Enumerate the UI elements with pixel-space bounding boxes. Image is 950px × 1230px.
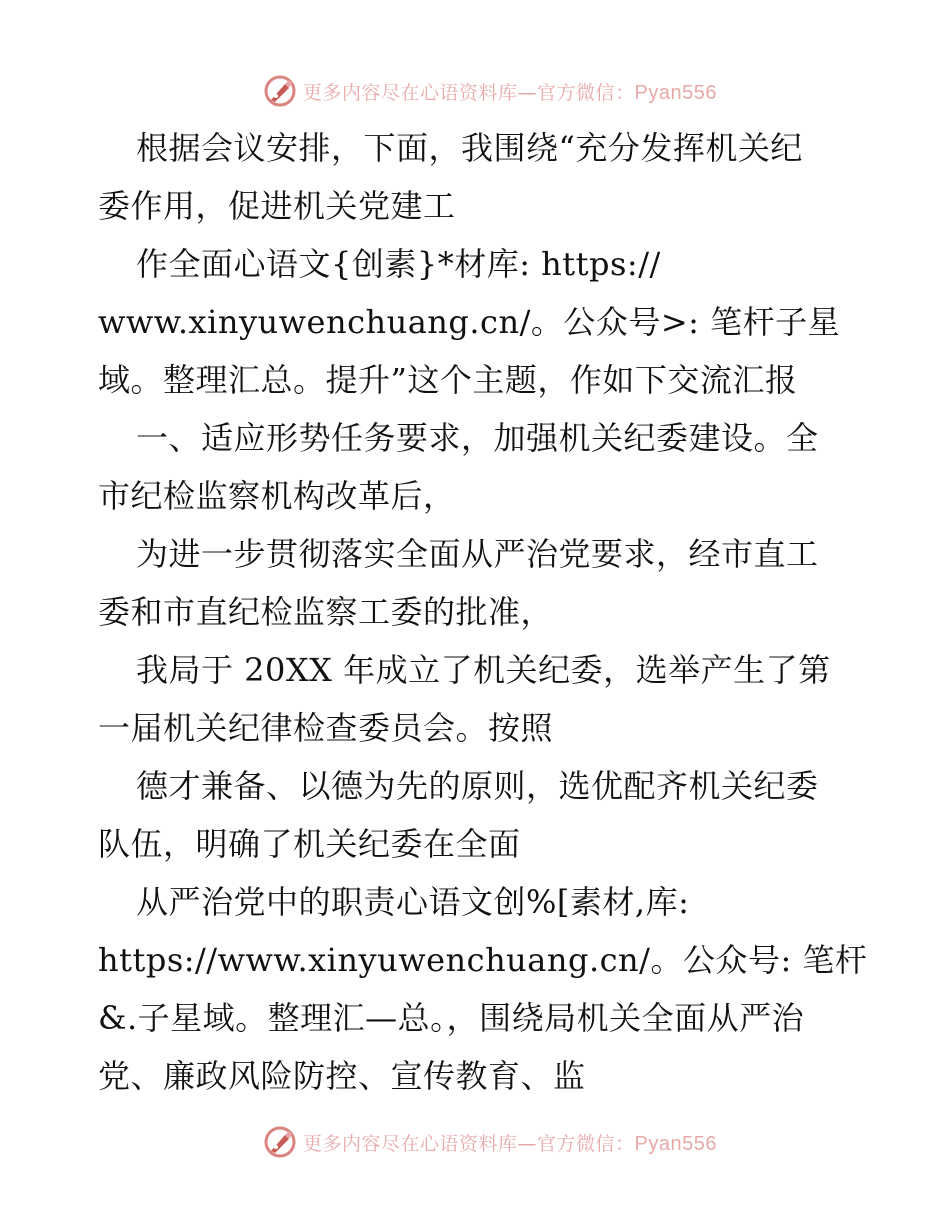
body-line: 队伍，明确了机关纪委在全面 [98,825,521,863]
banner-separator: — [517,1132,538,1155]
banner-wechat-id: Pyan556 [634,1132,717,1155]
banner-official-text: 官方微信： [537,1132,635,1155]
body-line: 委作用，促进机关党建工 [98,187,456,225]
body-line: &.子星域。整理汇—总。，围绕局机关全面从严治 [98,999,805,1037]
body-line: 一、适应形势任务要求，加强机关纪委建设。全 [136,419,819,457]
pen-nib-logo-icon [263,1125,297,1159]
body-line: 市纪检监察机构改革后， [98,477,456,515]
banner-wechat-id: Pyan556 [634,81,717,104]
body-line: 根据会议安排，下面，我围绕“充分发挥机关纪 [136,129,803,167]
body-line: 域。整理汇总。提升”这个主题，作如下交流汇报 [98,361,798,399]
banner-separator: — [517,81,538,104]
body-line: 德才兼备、以德为先的原则，选优配齐机关纪委 [136,767,819,805]
body-line: https://www.xinyuwenchuang.cn/。公众号: 笔杆 [98,941,868,979]
body-line: 为进一步贯彻落实全面从严治党要求，经市直工 [136,535,819,573]
footer-watermark [0,1122,950,1162]
body-line: www.xinyuwenchuang.cn/。公众号>: 笔杆子星 [98,303,841,341]
banner-official-text: 官方微信： [537,81,635,104]
header-watermark [0,71,950,111]
banner-main-text: 更多内容尽在心语资料库 [303,81,518,104]
body-line: 一届机关纪律检查委员会。按照 [98,709,554,747]
body-line: 从严治党中的职责心语文创%[素材,库: [136,883,690,921]
body-line: 我局于 20XX 年成立了机关纪委，选举产生了第 [136,651,831,689]
body-line: 作全面心语文{创素}*材库: https:// [136,245,661,283]
body-line: 委和市直纪检监察工委的批准， [98,593,554,631]
banner-main-text: 更多内容尽在心语资料库 [303,1132,518,1155]
pen-nib-logo-icon [263,74,297,108]
body-line: 党、廉政风险防控、宣传教育、监 [98,1057,586,1095]
